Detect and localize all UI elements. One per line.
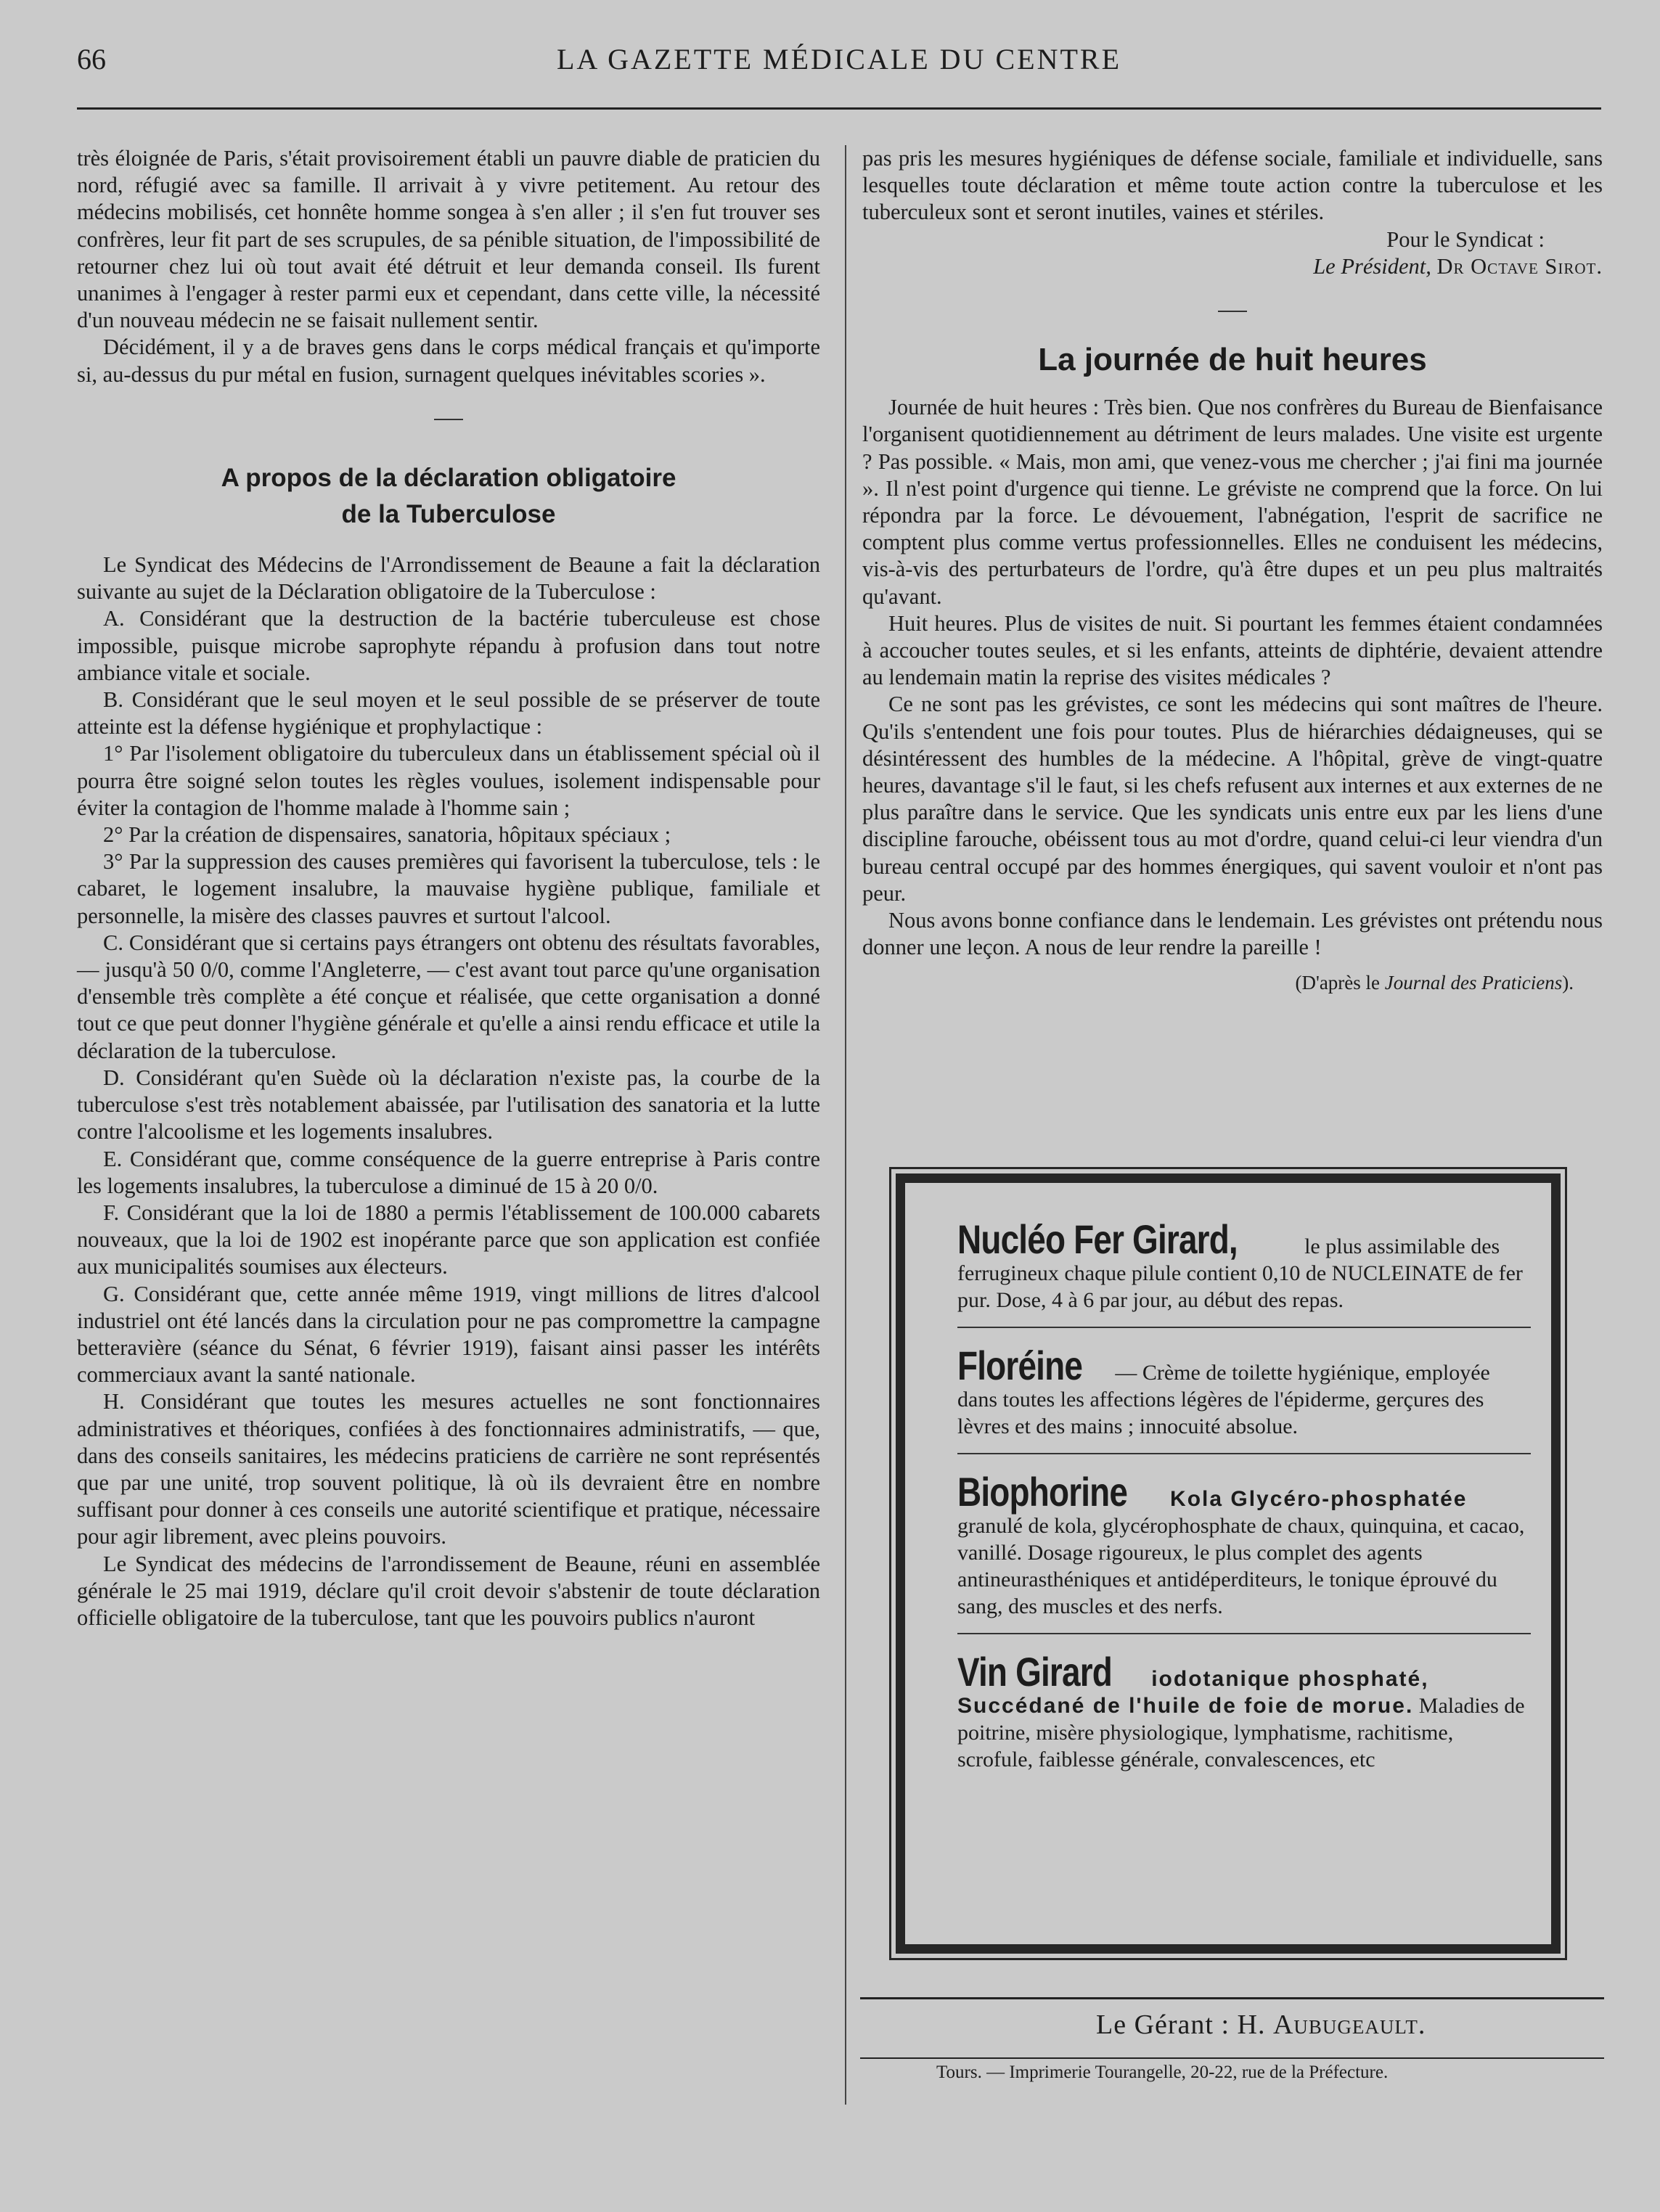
signature-name: Dr Octave Sirot. [1436,253,1603,279]
ad-divider [957,1327,1531,1328]
article-title: La journée de huit heures [1038,342,1427,378]
paragraph: A. Considérant que la destruction de la bactérie tuberculeuse est chose impossible, puisque microbe saprophyte répandu à profusion dans tout notre ambiance vitale et sociale. [77,606,820,685]
credit-journal: Journal des Praticiens [1384,972,1563,994]
ad-biophorine [957,1469,1531,1620]
paragraph: B. Considérant que le seul moyen et le seul possible de se préserver de toute atteinte est la défense hygiénique et prophylactique : [77,687,820,740]
signature-line: Pour le Syndicat : [1386,226,1545,252]
paragraph: 3° Par la suppression des causes premières qui favorisent la tuberculose, tels : le cabaret, le logement insalubre, la mauvaise hygiène publique, familiale et personnelle, la misère des classes pauvres et surtout l'alcool. [77,849,820,928]
paragraph: D. Considérant qu'en Suède où la déclaration n'existe pas, la courbe de la tuberculose s'est très notablement abaissée, par l'utilisation des sanatoria et la lutte contre l'alcoolisme et les logements insalubres. [77,1065,820,1144]
column-divider [845,145,846,2105]
paragraph: Huit heures. Plus de visites de nuit. Si pourtant les femmes étaient condamnées à accoucher toutes seules, et si les enfants, atteints de diphtérie, devaient attendre au lendemain matin la reprise des visites médicales ? [862,610,1603,690]
gerant-name: Aubugeault. [1272,2010,1426,2040]
paragraph: Journée de huit heures : Très bien. Que nos confrères du Bureau de Bienfaisance l'organisent quotidiennement au détriment de leurs malades. Une visite est urgente ? Pas possible. « Mais, mon ami, que venez-vous me chercher ; j'ai fini ma journée ». Il n'est point d'urgence qui tienne. Le gréviste ne comprend que la force. On lui répondra par la force. Le dévouement, l'abnégation, l'esprit de sacrifice ne comptent plus comme vertus professionnelles. Elles ne conduisent les médecins, vis-à-vis des perturbateurs de l'ordre, qu'à être dupes et un peu plus maltraités qu'avant. [862,395,1603,609]
article-credit [862,970,1603,996]
ad-vin-girard [957,1649,1531,1773]
right-column [862,145,1603,997]
paragraph: très éloignée de Paris, s'était provisoirement établi un pauvre diable de praticien du nord, réfugié avec sa famille. Il arrivait à y vivre petitement. Au retour des médecins mobilisés, cet honnête homme songea à s'en aller ; il s'en fut trouver ses confrères, leur fit part de ses scrupules, de sa pénible situation, de l'impossibilité de retourner chez lui où tout avait été détruit et leur demanda conseil. Ils furent unanimes à l'engager à rester parmi eux et cependant, dans cette ville, la nécessité d'un nouveau médecin ne se faisait nullement sentir. [77,146,820,333]
ad-divider [957,1633,1531,1634]
paragraph: Décidément, il y a de braves gens dans le corps médical français et qu'importe si, au-dessus du pur métal en fusion, surnagent quelques inévitables scories ». [77,335,820,387]
paragraph: G. Considérant que, cette année même 1919, vingt millions de litres d'alcool industriel ont été lancés dans la circulation pour ne pas compromettre la campagne betteravière (séance du Sénat, 6 février 1919), faisant ainsi passer les intérêts commerciaux avant la santé nationale. [77,1281,820,1388]
signature-role: Le Président, [1313,253,1431,279]
header-rule [77,107,1601,110]
ad-nucleo-fer [957,1216,1531,1314]
paragraph: E. Considérant que, comme conséquence de la guerre entreprise à Paris contre les logements insalubres, la tuberculose a diminué de 15 à 20 0/0. [77,1146,820,1198]
ad-lead: Kola Glycéro-phosphatée [1170,1487,1468,1511]
ad-text: — Crème de toilette hygiénique, employée dans toutes les affections légères de l'épiderme, gerçures des lèvres et des mains ; innocuité absolue. [957,1361,1490,1438]
paragraph: pas pris les mesures hygiéniques de défense sociale, familiale et individuelle, sans lesquelles toute déclaration et même toute action contre la tuberculose et les tuberculeux sont et seront inutiles, vaines et stériles. [862,146,1603,225]
gerant-line [1096,2009,1426,2041]
signature [862,253,1603,280]
ad-brand: Nucléo Fer Girard, [957,1216,1238,1262]
advertisement-box [896,1173,1561,1954]
paragraph: H. Considérant que toutes les mesures actuelles ne sont fonctionnaires administratives et théoriques, confiées à des fonctionnaires administratifs, — que, dans des conseils sanitaires, les médecins praticiens de carrière ne sont représentés que par une unité, trop souvent politique, là où ils devraient être en nombre suffisant pour donner à ces conseils une autorité scientifique et pratique, nécessaire pour agir librement, avec pleins pouvoirs. [77,1389,820,1549]
paragraph: C. Considérant que si certains pays étrangers ont obtenu des résultats favorables, — jusqu'à 50 0/0, comme l'Angleterre, — c'est avant tout parce qu'une organisation d'ensemble très complète a été conçue et réalisée, que cette organisation a donné tout ce que peut donner l'hygiène générale et qu'elle a ainsi rendu efficace et utile la déclaration de la tuberculose. [77,930,820,1063]
ad-floreine [957,1343,1531,1440]
article-title-line: de la Tuberculose [341,500,556,529]
ad-brand: Biophorine [957,1469,1128,1515]
article-title [77,460,820,533]
section-separator [77,404,820,431]
ad-divider [957,1453,1531,1454]
credit-prefix: (D'après le [1295,972,1381,994]
page-number: 66 [77,43,106,75]
credit-suffix: ). [1562,972,1574,994]
ad-text: le plus assimilable des ferrugineux chaque pilule contient 0,10 de NUCLEINATE de fer pur. Dose, 4 à 6 par jour, au début des repas. [957,1234,1523,1312]
ad-lead: iodotanique phosphaté, Succédané de l'huile de foie de morue. [957,1667,1429,1718]
ad-brand: Floréine [957,1343,1083,1388]
paragraph: Ce ne sont pas les grévistes, ce sont les médecins qui sont maîtres de l'heure. Qu'ils s'entendent une fois pour toutes. Plus de hiérarchies dédaigneuses, qui se désintéressent des humbles de la médecine. A l'hôpital, grève de vingt-quatre heures, davantage s'il le faut, si les chefs refusent aux internes et aux externes de ne plus paraître dans le service. Que les syndicats unis entre eux par les liens d'une discipline farouche, obéissent tous au mot d'ordre, quand celui-ci leur viendra d'un bureau central occupé par des hommes énergiques, qui savent vouloir et n'ont pas peur. [862,692,1603,906]
ad-text: Maladies de poitrine, misère physiologique, lymphatisme, rachitisme, scrofule, faiblesse générale, convalescences, etc [957,1694,1525,1771]
paragraph: Le Syndicat des médecins de l'arrondissement de Beaune, réuni en assemblée générale le 25 mai 1919, déclare qu'il croit devoir s'abstenir de toute déclaration officielle obligatoire de la tuberculose, tant que les pouvoirs publics n'auront [77,1551,820,1630]
paragraph: Nous avons bonne confiance dans le lendemain. Les grévistes ont prétendu nous donner une leçon. A nous de leur rendre la pareille ! [862,908,1603,960]
article-title-line: A propos de la déclaration obligatoire [221,464,676,493]
paragraph: F. Considérant que la loi de 1880 a permis l'établissement de 100.000 cabarets nouveaux, que la loi de 1902 est inopérante parce que son application est confiée aux municipalités soumises aux électeurs. [77,1200,820,1279]
left-column [77,145,820,1631]
advertisement-content [957,1216,1531,1786]
ad-brand: Vin Girard [957,1649,1112,1695]
running-title: LA GAZETTE MÉDICALE DU CENTRE [556,43,1121,75]
ad-text: granulé de kola, glycérophosphate de chaux, quinquina, et cacao, vanillé. Dosage rigoureux, le plus complet des agents antineurasthéniques et antidéperditeurs, le tonique éprouvé du sang, des muscles et des nerfs. [957,1514,1525,1618]
footer-rule [860,1997,1604,1999]
section-separator [862,296,1603,323]
page-header [77,38,1601,81]
paragraph: 1° Par l'isolement obligatoire du tuberculeux dans un établissement spécial où il pourra être soigné selon toutes les règles voulues, isolement indispensable pour éviter la contagion de l'homme malade à l'homme sain ; [77,741,820,820]
imprint-line: Tours. — Imprimerie Tourangelle, 20-22, rue de la Préfecture. [936,2063,1389,2082]
paragraph: 2° Par la création de dispensaires, sanatoria, hôpitaux spéciaux ; [103,822,671,848]
footer-rule [860,2057,1604,2059]
gerant-label: Le Gérant : H. [1096,2010,1266,2040]
paragraph: Le Syndicat des Médecins de l'Arrondissement de Beaune a fait la déclaration suivante au sujet de la Déclaration obligatoire de la Tuberculose : [77,552,820,605]
